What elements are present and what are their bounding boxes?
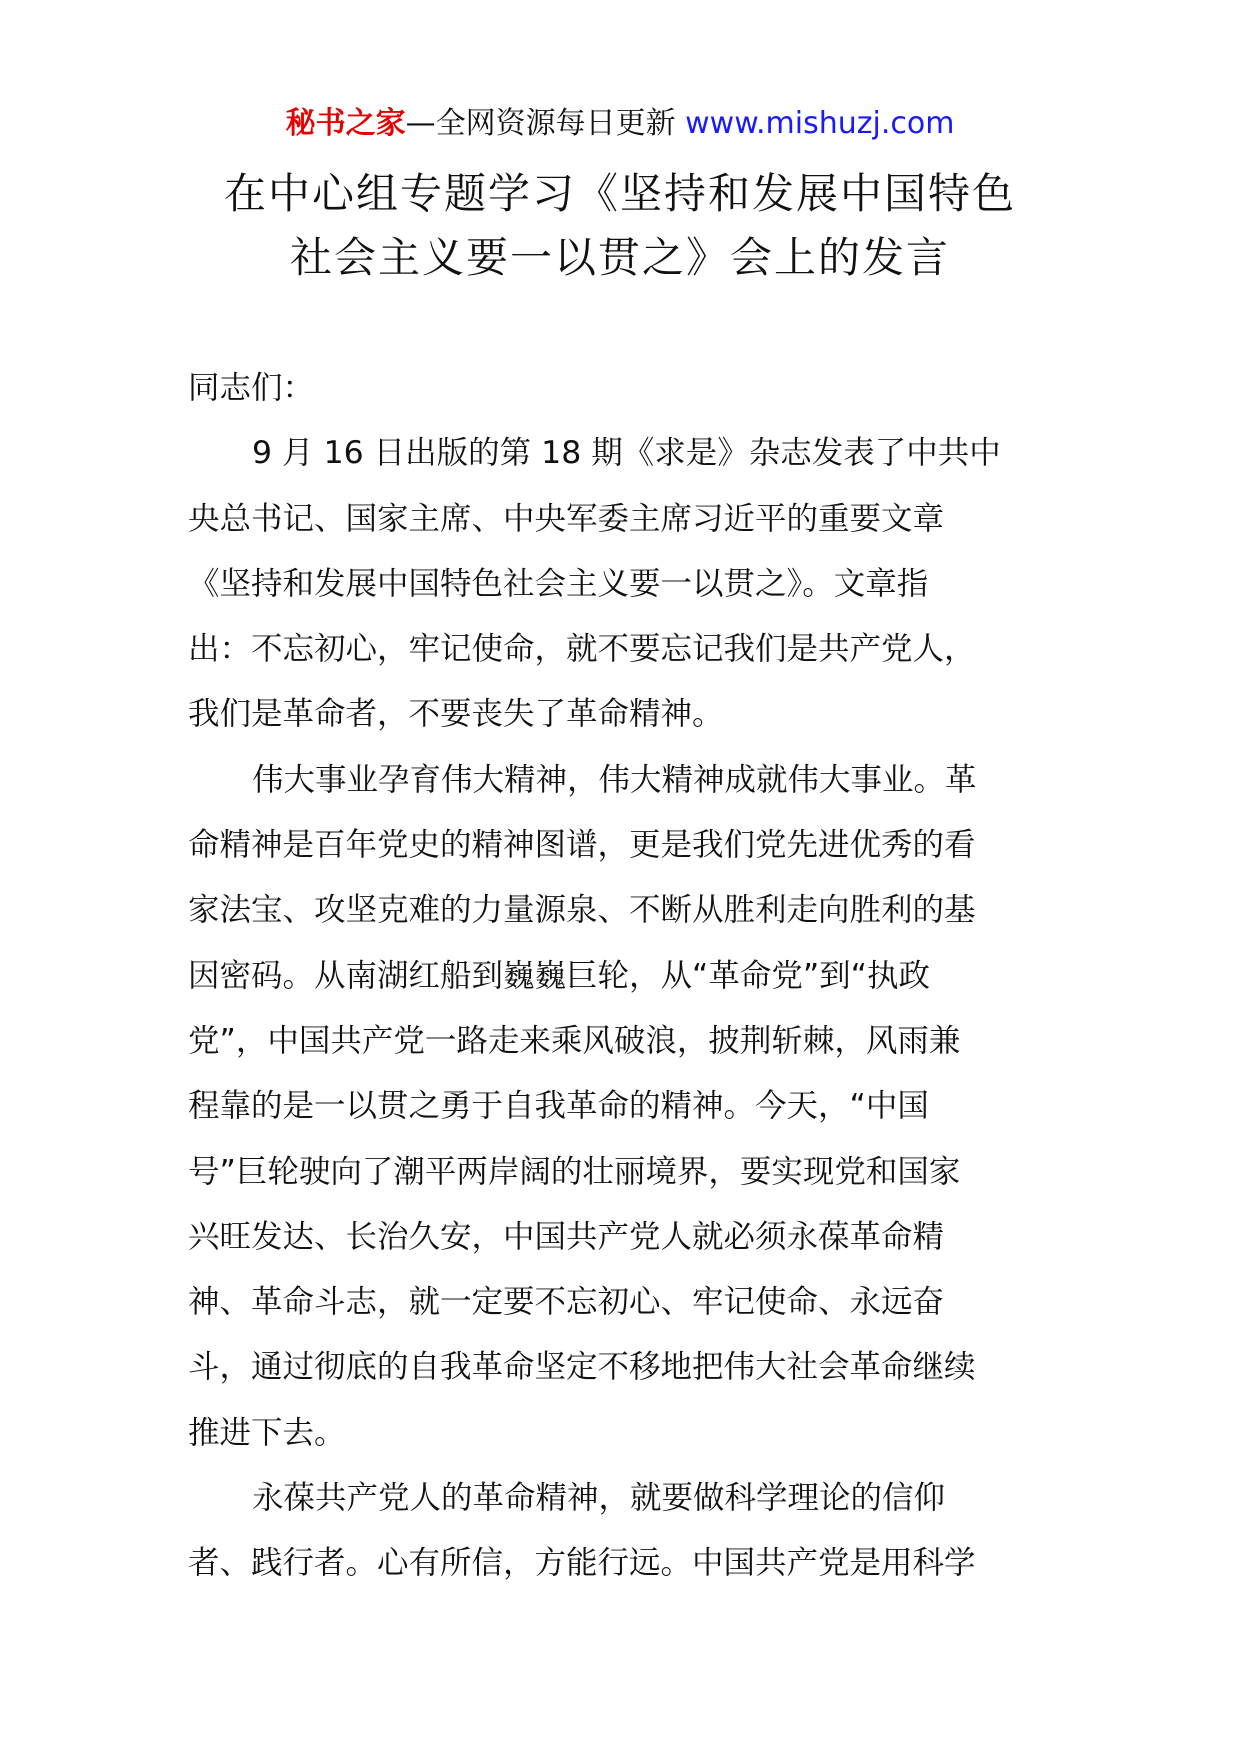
paragraph-2-line-1: 伟大事业孕育伟大精神，伟大精神成就伟大事业。革 (252, 761, 977, 798)
header-tagline: —全网资源每日更新 (405, 106, 686, 141)
paragraph-2-line-6: 程靠的是一以贯之勇于自我革命的精神。今天，“中国 (188, 1088, 929, 1125)
paragraph-1-line-5: 我们是革命者，不要丧失了革命精神。 (188, 696, 724, 733)
paragraph-2-line-2: 命精神是百年党史的精神图谱，更是我们党先进优秀的看 (188, 827, 976, 864)
document-body (188, 356, 1068, 1597)
paragraph-1-line-3: 《坚持和发展中国特色社会主义要一以贯之》。文章指 (188, 565, 929, 602)
paragraph-2-line-3: 家法宝、攻坚克难的力量源泉、不断从胜利走向胜利的基 (188, 892, 976, 929)
paragraph-3-line-1: 永葆共产党人的革命精神，就要做科学理论的信仰 (252, 1480, 946, 1517)
site-url-link[interactable]: www.mishuzj.com (685, 106, 955, 141)
paragraph-3-line-2: 者、践行者。心有所信，方能行远。中国共产党是用科学 (188, 1545, 976, 1582)
paragraph-1-line-4: 出：不忘初心，牢记使命，就不要忘记我们是共产党人， (188, 631, 976, 668)
title-line-2: 社会主义要一以贯之》会上的发言 (289, 233, 950, 282)
title-line-1: 在中心组专题学习《坚持和发展中国特色 (223, 169, 1016, 218)
salutation: 同志们： (188, 370, 315, 406)
paragraph-1-line-2: 央总书记、国家主席、中央军委主席习近平的重要文章 (188, 500, 945, 537)
paragraph-2-line-9: 神、革命斗志，就一定要不忘初心、牢记使命、永远奋 (188, 1284, 945, 1321)
paragraph-2-line-11: 推进下去。 (188, 1414, 346, 1451)
brand-name: 秘书之家 (285, 106, 406, 141)
paragraph-2-line-8: 兴旺发达、长治久安，中国共产党人就必须永葆革命精 (188, 1218, 945, 1255)
paragraph-2-line-4: 因密码。从南湖红船到巍巍巨轮，从“革命党”到“执政 (188, 957, 930, 994)
paragraph-1-line-1: 9 月 16 日出版的第 18 期《求是》杂志发表了中共中 (252, 435, 1001, 472)
paragraph-2-line-7: 号”巨轮驶向了潮平两岸阔的壮丽境界，要实现党和国家 (188, 1153, 961, 1190)
site-header (0, 104, 1240, 144)
paragraph-2-line-10: 斗，通过彻底的自我革命坚定不移地把伟大社会革命继续 (188, 1349, 976, 1386)
document-title (100, 162, 1140, 290)
paragraph-2-line-5: 党”，中国共产党一路走来乘风破浪，披荆斩棘，风雨兼 (188, 1022, 961, 1059)
